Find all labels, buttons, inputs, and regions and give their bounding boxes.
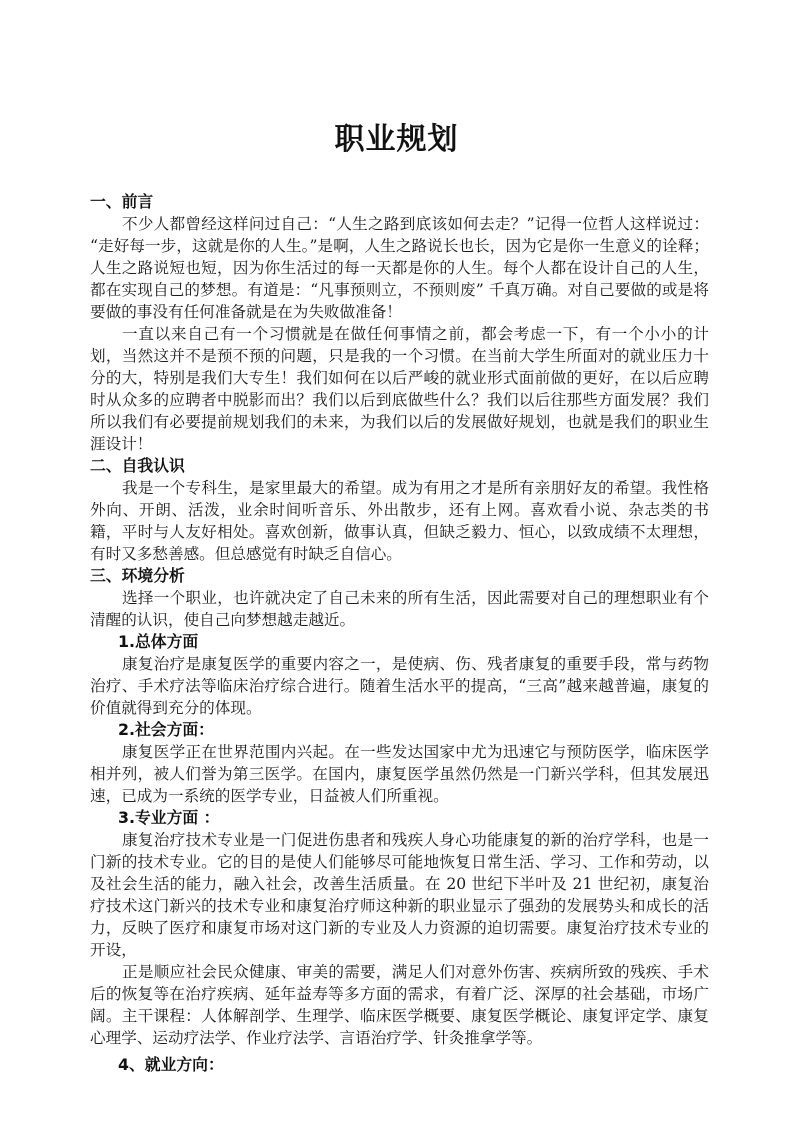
paragraph-self-awareness: 我是一个专科生，是家里最大的希望。成为有用之才是所有亲朋好友的希望。我性格外向、开朗、活泼，业余时间听音乐、外出散步，还有上网。喜欢看小说、杂志类的书籍，平时与人友好相处。喜欢创新，做事认真，但缺乏毅力、恒心，以致成绩不太理想，有时又多愁善感。但总感觉有时缺乏自信心。 (90, 479, 709, 563)
document-body (90, 191, 709, 1076)
paragraph-professional-2: 正是顺应社会民众健康、审美的需要，满足人们对意外伤害、疾病所致的残疾、手术后的恢复等在治疗疾病、延年益寿等多方面的需求，有着广泛、深厚的社会基础，市场广阔。主干课程：人体解剖学、生理学、临床医学概要、康复医学概论、康复评定学、康复心理学、运动疗法学、作业疗法学、言语治疗学、针灸推拿学等。 (90, 963, 709, 1047)
paragraph-preface-1: 不少人都曾经这样问过自己：“人生之路到底该如何去走？”记得一位哲人这样说过：“走好每一步，这就是你的人生。”是啊，人生之路说长也长，因为它是你一生意义的诠释；人生之路说短也短，因为你生活过的每一天都是你的人生。每个人都在设计自己的人生，都在实现自己的梦想。有道是：“凡事预则立，不预则废” 千真万确。对自己要做的或是将要做的事没有任何准备就是在为失败做准备！ (90, 215, 709, 321)
paragraph-preface-2: 一直以来自己有一个习惯就是在做任何事情之前，都会考虑一下，有一个小小的计划，当然这并不是预不预的问题，只是我的一个习惯。在当前大学生所面对的就业压力十分的大，特别是我们大专生！我们如何在以后严峻的就业形式面前做的更好，在以后应聘时从众多的应聘者中脱影而出？我们以后到底做些什么？我们以后往那些方面发展？我们所以我们有必要提前规划我们的未来，为我们以后的发展做好规划，也就是我们的职业生涯设计！ (90, 325, 709, 453)
section-heading-self-awareness: 二、自我认识 (90, 456, 185, 475)
subsection-heading-professional: 3.专业方面 ： (118, 808, 220, 827)
paragraph-overall: 康复治疗是康复医学的重要内容之一，是使病、伤、残者康复的重要手段，常与药物治疗、手术疗法等临床治疗综合进行。随着生活水平的提高，“三高”越来越普遍，康复的价值就得到充分的体现。 (90, 655, 709, 717)
paragraph-environment-analysis: 选择一个职业，也许就决定了自己未来的所有生活，因此需要对自己的理想职业有个清醒的认识，使自己向梦想越走越近。 (90, 589, 709, 629)
paragraph-social: 康复医学正在世界范围内兴起。在一些发达国家中尤为迅速它与预防医学，临床医学相并列，被人们誉为第三医学。在国内，康复医学虽然仍然是一门新兴学科，但其发展迅速，已成为一系统的医学专业，日益被人们所重视。 (90, 743, 709, 805)
document-title: 职业规划 (334, 122, 459, 157)
section-heading-preface: 一、前言 (90, 192, 154, 211)
subsection-heading-employment: 4、就业方向： (118, 1055, 224, 1074)
subsection-heading-overall: 1.总体方面 (118, 632, 199, 651)
subsection-heading-social: 2.社会方面： (118, 720, 214, 739)
section-heading-environment-analysis: 三、环境分析 (90, 566, 185, 585)
paragraph-professional-1: 康复治疗技术专业是一门促进伤患者和残疾人身心功能康复的新的治疗学科，也是一门新的技术专业。它的目的是使人们能够尽可能地恢复日常生活、学习、工作和劳动，以及社会生活的能力，融入社会，改善生活质量。在 20 世纪下半叶及 21 世纪初，康复治疗技术这门新兴的技术专业和康复治疗师这种新的职业显示了强劲的发展势头和成长的活力，反映了医疗和康复市场对这门新的专业及人力资源的迫切需要。康复治疗技术专业的开设， (90, 831, 709, 959)
